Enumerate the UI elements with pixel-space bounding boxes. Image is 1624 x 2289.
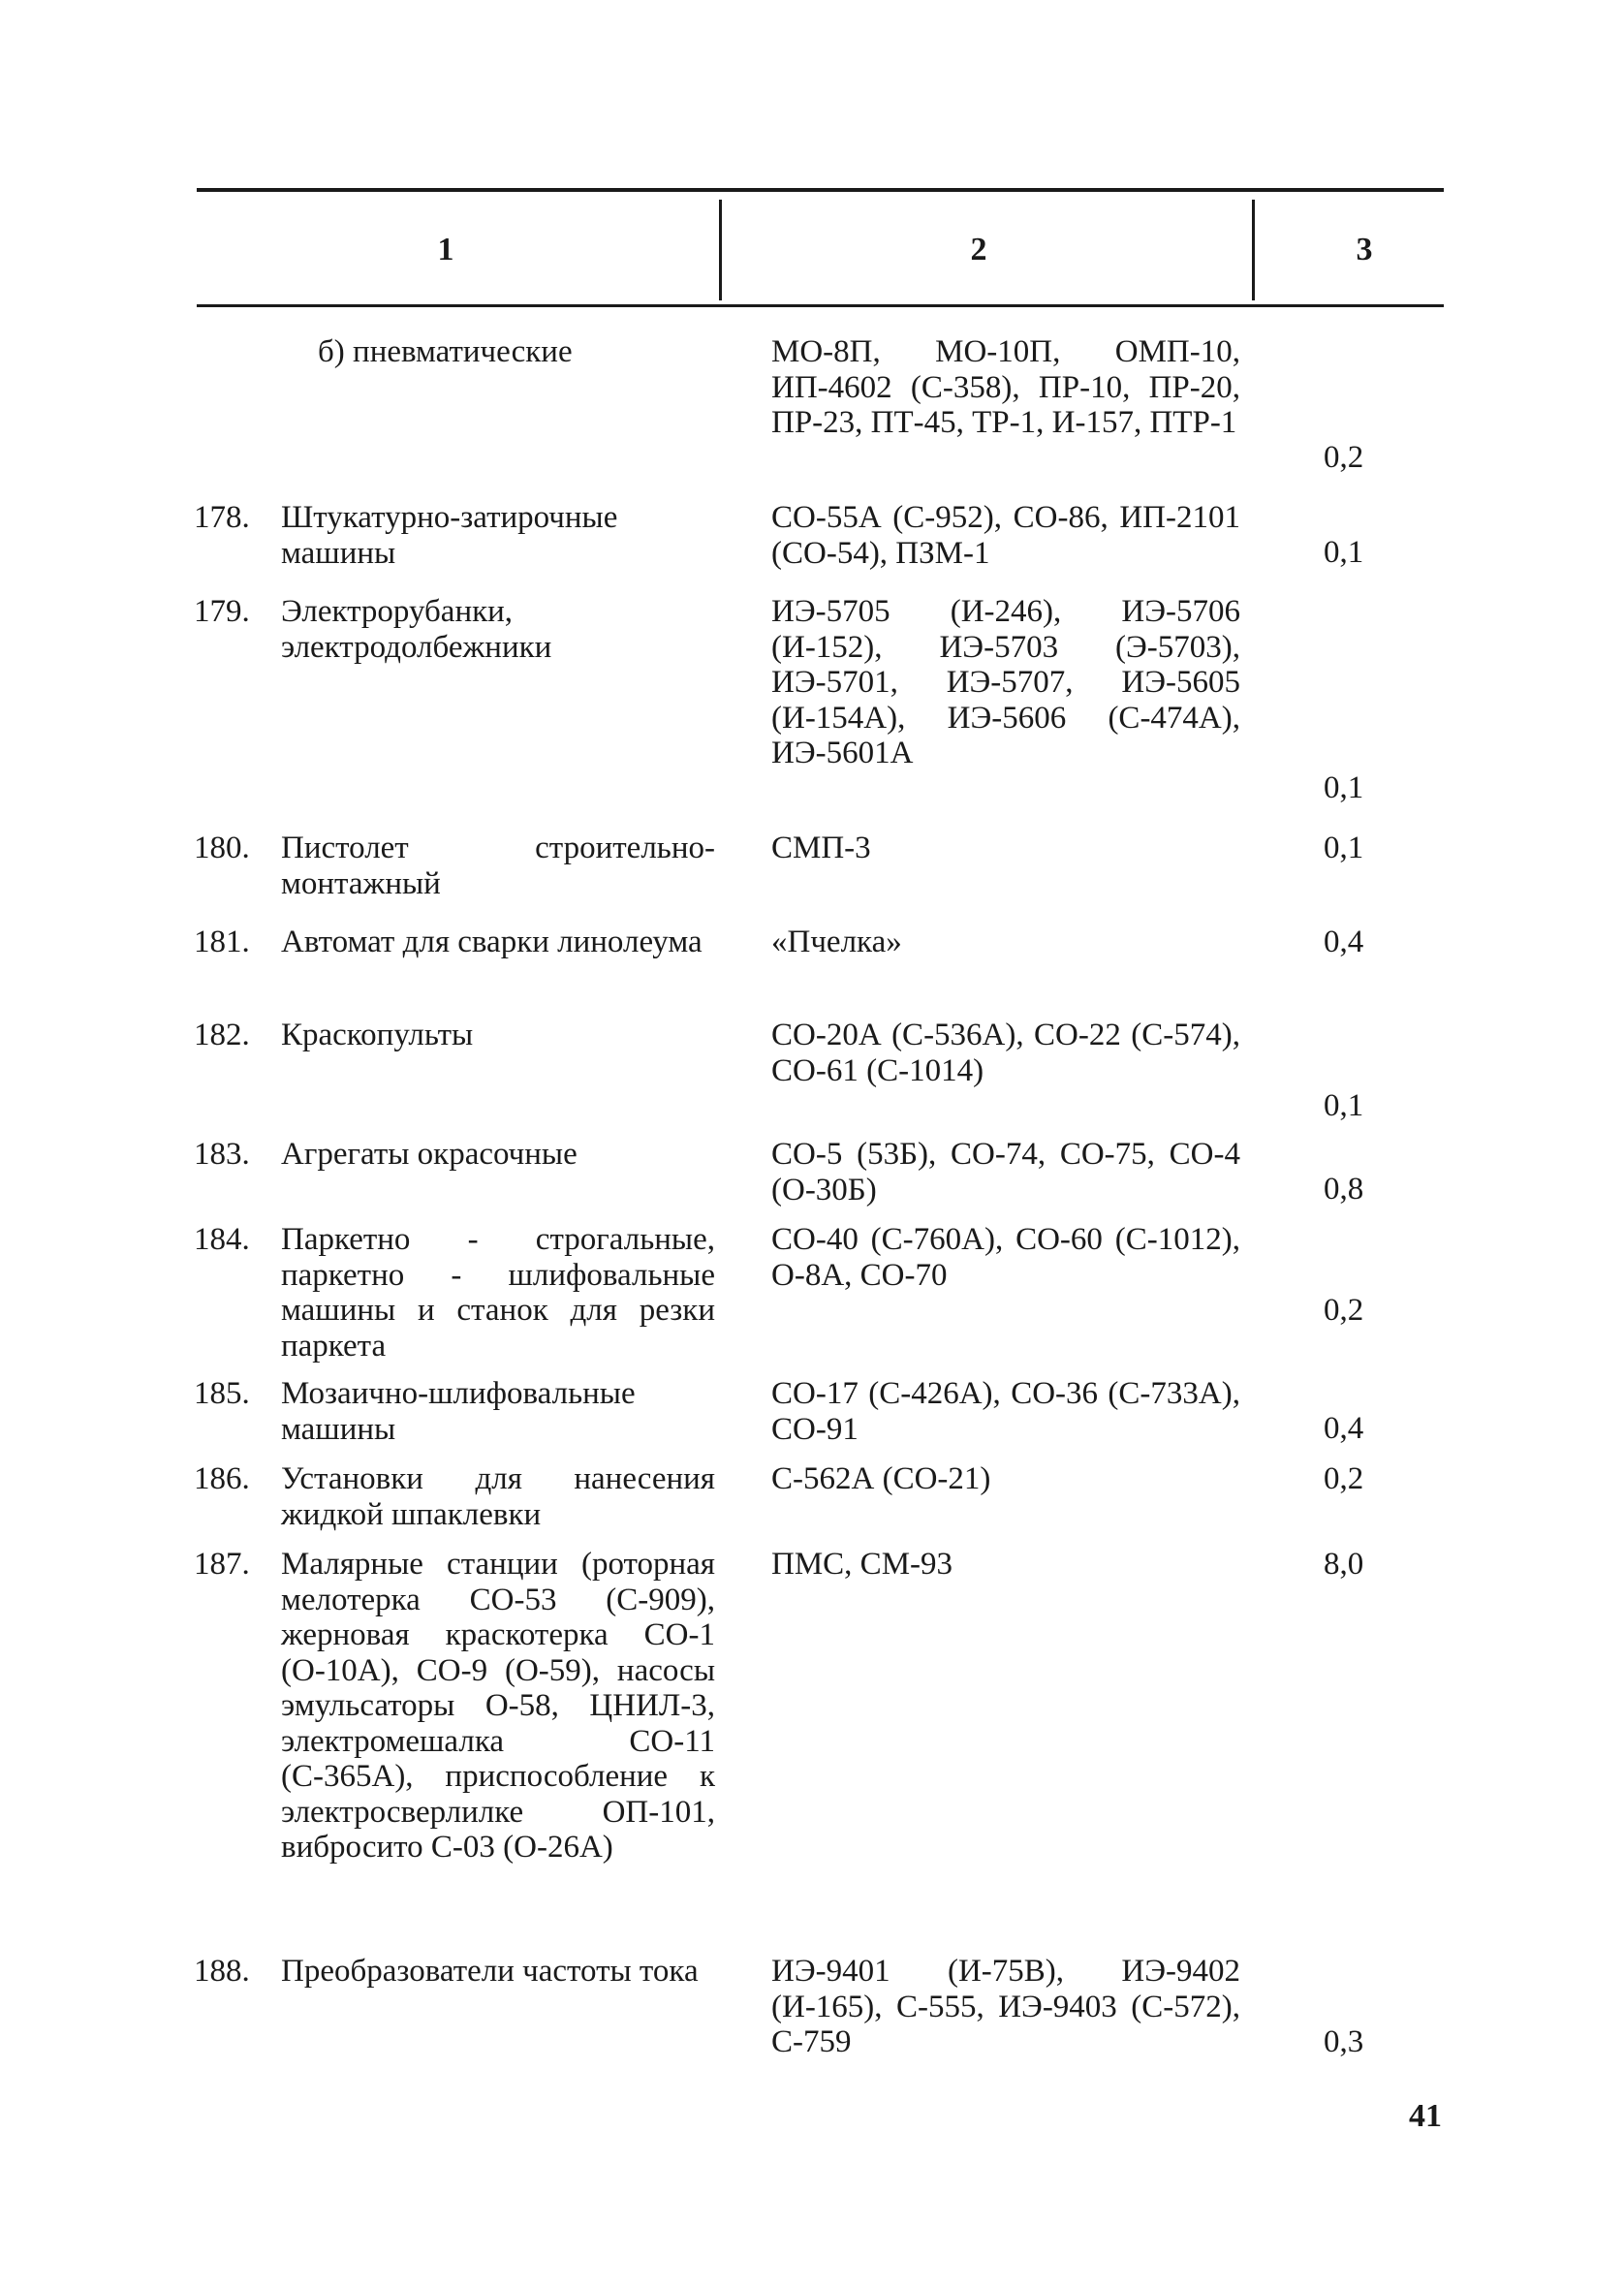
header-col2: 2: [970, 232, 987, 267]
row-value: 0,2: [1324, 440, 1364, 475]
page-number: 41: [1409, 2098, 1442, 2134]
row-value: 0,1: [1324, 1088, 1364, 1123]
row-number: 179.: [194, 594, 250, 629]
row-value: 0,2: [1324, 1461, 1364, 1496]
row-models: СО-40 (С-760А), СО-60 (С-1012), О-8А, СО-70: [771, 1222, 1240, 1293]
row-models: МО-8П, МО-10П, ОМП-10, ИП-4602 (С-358), ПР-10, ПР-20, ПР-23, ПТ-45, ТР-1, И-157, ПТР-1: [771, 334, 1240, 440]
row-value: 0,4: [1324, 925, 1364, 959]
row-number: 181.: [194, 925, 250, 959]
row-models: ИЭ-5705 (И-246), ИЭ-5706 (И-152), ИЭ-5703 (Э-5703), ИЭ-5701, ИЭ-5707, ИЭ-5605 (И-154А), ИЭ-5606 (С-474А), ИЭ-5601А: [771, 594, 1240, 770]
column-divider-1: [719, 200, 722, 300]
row-name: Преобразователи частоты тока: [281, 1954, 699, 1989]
row-models: СО-5 (53Б), СО-74, СО-75, СО-4 (О-30Б): [771, 1137, 1240, 1207]
row-value: 0,3: [1324, 2024, 1364, 2059]
row-models: СО-55А (С-952), СО-86, ИП-2101 (СО-54), ПЗМ-1: [771, 500, 1240, 571]
row-number: 178.: [194, 500, 250, 535]
row-name: Краскопульты: [281, 1018, 474, 1052]
row-number: 185.: [194, 1376, 250, 1411]
header-col1: 1: [437, 232, 454, 267]
header-col3: 3: [1356, 232, 1373, 267]
row-models: СМП-3: [771, 831, 871, 865]
row-number: 187.: [194, 1547, 250, 1582]
row-name: Автомат для сварки линолеума: [281, 925, 703, 959]
row-name: Малярные станции (роторная мелотерка СО-53 (С-909), жерновая краскотерка СО-1 (О-10А), СО-9 (О-59), насосы эмульсаторы О-58, ЦНИЛ-3, электромешалка СО-11 (С-365А), приспособление к электросверлилке ОП-101, вибросито С-03 (О-26А): [281, 1547, 715, 1865]
row-models: СО-17 (С-426А), СО-36 (С-733А), СО-91: [771, 1376, 1240, 1447]
row-models: С-562А (СО-21): [771, 1461, 991, 1496]
row-value: 0,1: [1324, 831, 1364, 865]
row-number: 188.: [194, 1954, 250, 1989]
row-models: СО-20А (С-536А), СО-22 (С-574), СО-61 (С-1014): [771, 1018, 1240, 1088]
row-name: Мозаично-шлифовальные машины: [281, 1376, 636, 1447]
row-number: 186.: [194, 1461, 250, 1496]
row-models: «Пчелка»: [771, 925, 902, 959]
row-value: 0,4: [1324, 1411, 1364, 1446]
row-number: 183.: [194, 1137, 250, 1172]
row-name: Штукатурно-затирочные машины: [281, 500, 618, 571]
column-divider-2: [1252, 200, 1255, 300]
row-name: Пистолет строительно-монтажный: [281, 831, 715, 901]
row-name: Агрегаты окрасочные: [281, 1137, 578, 1172]
row-number: 184.: [194, 1222, 250, 1257]
row-number: 180.: [194, 831, 250, 865]
table-header-rule: [197, 304, 1444, 307]
row-models: ПМС, СМ-93: [771, 1547, 953, 1582]
row-value: 0,8: [1324, 1172, 1364, 1207]
row-value: 8,0: [1324, 1547, 1364, 1582]
row-value: 0,1: [1324, 770, 1364, 805]
row-number: 182.: [194, 1018, 250, 1052]
row-models: ИЭ-9401 (И-75В), ИЭ-9402 (И-165), С-555, ИЭ-9403 (С-572), С-759: [771, 1954, 1240, 2059]
row-name: Установки для нанесения жидкой шпаклевки: [281, 1461, 715, 1532]
row-value: 0,1: [1324, 535, 1364, 570]
row-name: Паркетно - строгальные, паркетно - шлифовальные машины и станок для резки паркета: [281, 1222, 715, 1364]
table-top-rule: [197, 188, 1444, 192]
row-value: 0,2: [1324, 1293, 1364, 1328]
row-name: б) пневматические: [318, 334, 573, 369]
row-name: Электрорубанки, электродолбежники: [281, 594, 552, 665]
